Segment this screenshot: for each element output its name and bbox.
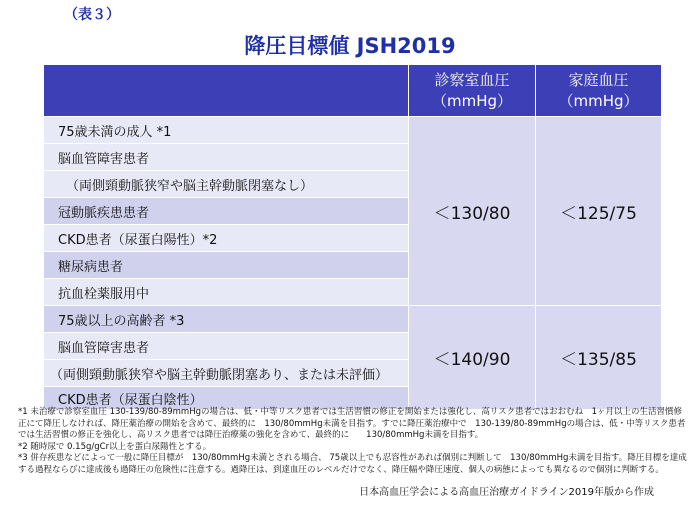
table-row: 75歳未満の成人 *1 xyxy=(44,117,409,144)
header-home-bp xyxy=(536,65,662,117)
table-row: CKD患者（尿蛋白陰性） xyxy=(44,387,409,410)
table-number-label: （表３） xyxy=(64,7,120,23)
footnote-1: *1 未治療で診察室血圧 130-139/80-89mmHgの場合は、低・中等リスク患者では生活習慣の修正を開始または強化し、高リスク患者ではおおむね 1ヶ月以上の生活習慣修正にて降圧しなければ、降圧薬治療の開始を含めて、最終的に 130/80mmHg未満を目指す。すでに降圧薬治療中で 130-139/80-89mmHgの場合は、低・中等リスク患者では生活習慣の修正を強化し、高リスク患者では降圧治療薬の強化を含めて、最終的に 130/80mmHg未満を目指す。 xyxy=(18,407,686,440)
table-row: （両側頸動脈狭窄や脳主幹動脈閉塞なし） xyxy=(44,171,409,198)
header-clinic-line2: （mmHg） xyxy=(431,91,513,110)
clinic-target-75plus: ＜140/90 xyxy=(409,306,536,410)
source-note: 日本高血圧学会による高血圧治療ガイドライン2019年版から作成 xyxy=(359,487,654,498)
page-title: 降圧目標値 JSH2019 xyxy=(244,34,456,58)
table-row: 糖尿病患者 xyxy=(44,252,409,279)
header-home-line2: （mmHg） xyxy=(558,91,639,110)
header-clinic-line1: 診察室血圧 xyxy=(434,70,510,89)
bp-target-table xyxy=(43,64,662,410)
table-row: 脳血管障害患者 xyxy=(44,144,409,171)
footnotes xyxy=(18,407,688,476)
table-row: 冠動脈疾患患者 xyxy=(44,198,409,225)
table-row: 抗血栓薬服用中 xyxy=(44,279,409,306)
clinic-target-under75: ＜130/80 xyxy=(409,117,536,306)
table-row: CKD患者（尿蛋白陽性）*2 xyxy=(44,225,409,252)
footnote-2: *2 随時尿で 0.15g/gCr以上を蛋白尿陽性とする。 xyxy=(18,441,212,452)
footnote-3: *3 併存疾患などによって一般に降圧目標が 130/80mmHg未満とされる場合、 75歳以上でも忍容性があれば個別に判断して 130/80mmHg未満を目指す。降圧目標を達成する過程ならびに達成後も過降圧の危険性に注意する。過降圧は、到達血圧のレベルだけでなく、降圧幅や降圧速度、個人の病態によっても異なるので個別に判断する。 xyxy=(18,453,687,475)
header-clinic-bp xyxy=(409,65,536,117)
table-row: 脳血管障害患者 xyxy=(44,333,409,360)
table-row: 75歳以上の高齢者 *3 xyxy=(44,306,409,333)
home-target-75plus: ＜135/85 xyxy=(536,306,662,410)
table-row: （両側頸動脈狭窄や脳主幹動脈閉塞あり、または未評価） xyxy=(44,360,409,387)
header-home-line1: 家庭血圧 xyxy=(568,70,629,89)
home-target-under75: ＜125/75 xyxy=(536,117,662,306)
header-blank-cell xyxy=(44,65,409,117)
